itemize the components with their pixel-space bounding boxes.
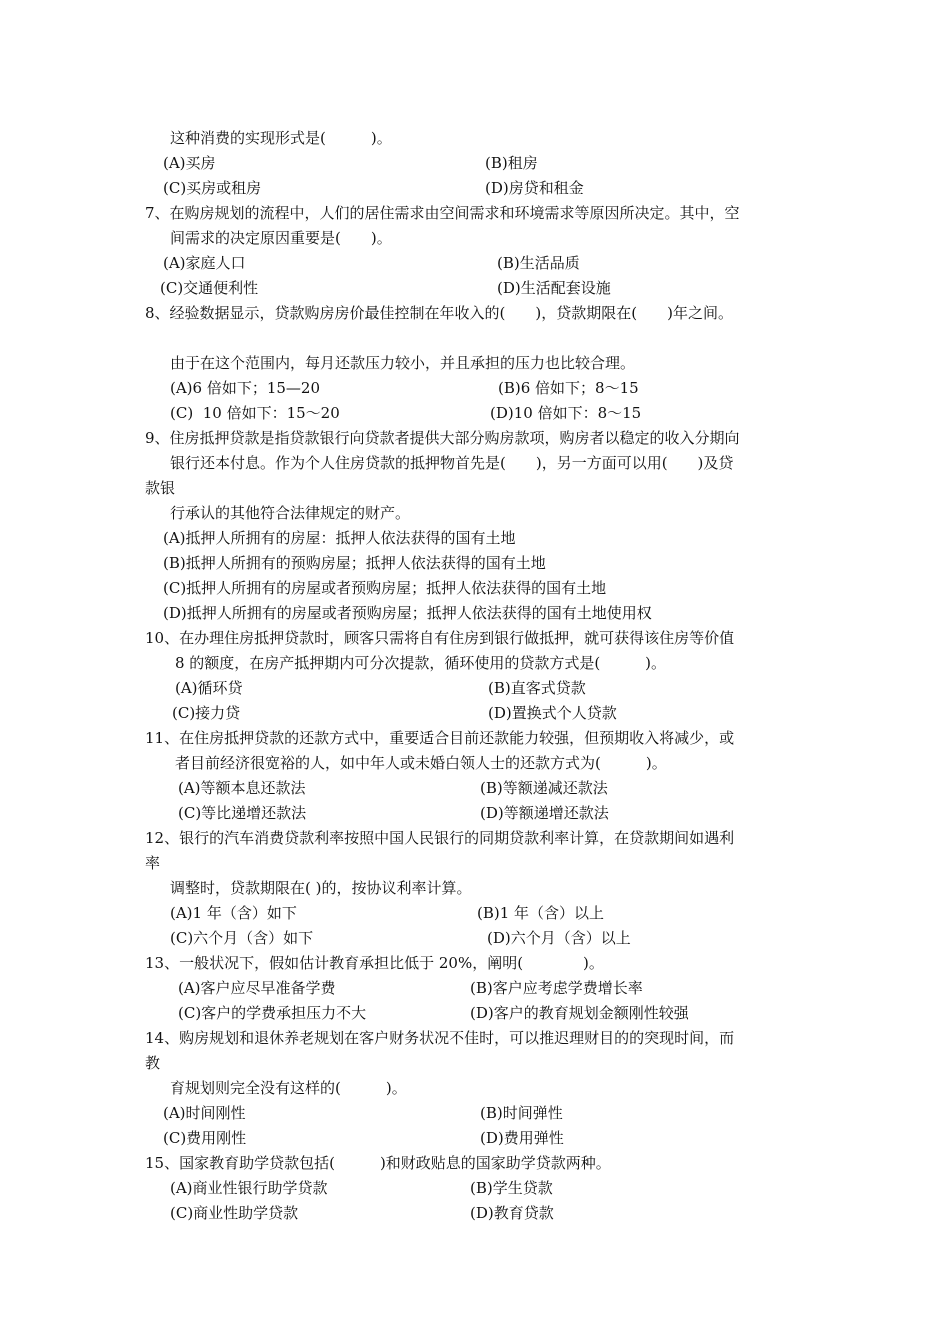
- q7-option-d: (D)生活配套设施: [497, 279, 611, 297]
- q14-stem: 14、购房规划和退休养老规划在客户财务状况不佳时，可以推迟理财目的的突现时间，而: [145, 1029, 735, 1047]
- q13-option-a: (A)客户应尽早准备学费: [178, 979, 336, 997]
- q9-stem-wrap: 款银: [145, 479, 176, 497]
- q8-stem: 8、经验数据显示，贷款购房房价最佳控制在年收入的( )，贷款期限在( )年之间。: [145, 304, 733, 322]
- q14-stem-cont: 育规划则完全没有这样的( )。: [170, 1079, 407, 1097]
- q12-option-d: (D)六个月（含）以上: [487, 929, 631, 947]
- q6-option-c: (C)买房或租房: [163, 179, 262, 197]
- q6-stem-cont: 这种消费的实现形式是( )。: [170, 129, 392, 147]
- q10-option-c: (C)接力贷: [172, 704, 241, 722]
- q15-option-a: (A)商业性银行助学贷款: [170, 1179, 328, 1197]
- q8-option-b: (B)6 倍如下；8～15: [498, 379, 639, 397]
- q14-stem-wrap: 教: [145, 1054, 161, 1072]
- q11-option-b: (B)等额递减还款法: [480, 779, 608, 797]
- q7-stem: 7、在购房规划的流程中，人们的居住需求由空间需求和环境需求等原因所决定。其中，空: [145, 204, 740, 222]
- q15-option-b: (B)学生贷款: [470, 1179, 553, 1197]
- q9-option-b: (B)抵押人所拥有的预购房屋；抵押人依法获得的国有土地: [163, 554, 546, 572]
- q7-option-b: (B)生活品质: [497, 254, 580, 272]
- q9-stem-end: 行承认的其他符合法律规定的财产。: [170, 504, 411, 522]
- q9-stem-cont: 银行还本付息。作为个人住房贷款的抵押物首先是( )，另一方面可以用( )及贷: [170, 454, 734, 472]
- q8-option-a: (A)6 倍如下；15—20: [170, 379, 321, 397]
- q8-option-c: (C) 10 倍如下：15～20: [170, 404, 340, 422]
- q10-stem: 10、在办理住房抵押贷款时，顾客只需将自有住房到银行做抵押，就可获得该住房等价值: [145, 629, 735, 647]
- q11-stem-cont: 者目前经济很宽裕的人，如中年人或未婚白领人士的还款方式为( )。: [175, 754, 667, 772]
- q13-option-c: (C)客户的学费承担压力不大: [178, 1004, 367, 1022]
- q8-stem-cont: 由于在这个范围内，每月还款压力较小，并且承担的压力也比较合理。: [170, 354, 636, 372]
- q12-option-c: (C)六个月（含）如下: [170, 929, 314, 947]
- q14-option-a: (A)时间刚性: [163, 1104, 246, 1122]
- q8-option-d: (D)10 倍如下：8～15: [490, 404, 642, 422]
- q14-option-b: (B)时间弹性: [480, 1104, 563, 1122]
- q11-option-a: (A)等额本息还款法: [178, 779, 306, 797]
- q6-option-b: (B)租房: [485, 154, 538, 172]
- q15-option-c: (C)商业性助学贷款: [170, 1204, 299, 1222]
- q12-stem-wrap: 率: [145, 854, 161, 872]
- q9-option-c: (C)抵押人所拥有的房屋或者预购房屋；抵押人依法获得的国有土地: [163, 579, 607, 597]
- q12-option-a: (A)1 年（含）如下: [170, 904, 297, 922]
- q12-stem: 12、银行的汽车消费贷款利率按照中国人民银行的同期贷款利率计算，在贷款期间如遇利: [145, 829, 735, 847]
- q12-stem-cont: 调整时，贷款期限在( )的，按协议利率计算。: [170, 879, 472, 897]
- q9-option-d: (D)抵押人所拥有的房屋或者预购房屋；抵押人依法获得的国有土地使用权: [163, 604, 652, 622]
- q9-option-a: (A)抵押人所拥有的房屋：抵押人依法获得的国有土地: [163, 529, 516, 547]
- q15-option-d: (D)教育贷款: [470, 1204, 554, 1222]
- q10-option-a: (A)循环贷: [175, 679, 243, 697]
- q14-option-d: (D)费用弹性: [480, 1129, 564, 1147]
- q9-stem: 9、住房抵押贷款是指贷款银行向贷款者提供大部分购房款项，购房者以稳定的收入分期向: [145, 429, 740, 447]
- q10-option-b: (B)直客式贷款: [488, 679, 586, 697]
- q11-stem: 11、在住房抵押贷款的还款方式中，重要适合目前还款能力较强，但预期收入将减少，或: [145, 729, 735, 747]
- q7-option-c: (C)交通便利性: [160, 279, 259, 297]
- q7-stem-cont: 间需求的决定原因重要是( )。: [170, 229, 392, 247]
- q13-stem: 13、一般状况下，假如估计教育承担比低于 20%，阐明( )。: [145, 954, 604, 972]
- q7-option-a: (A)家庭人口: [163, 254, 246, 272]
- q11-option-d: (D)等额递增还款法: [480, 804, 609, 822]
- q6-option-d: (D)房贷和租金: [485, 179, 584, 197]
- q13-option-d: (D)客户的教育规划金额刚性较强: [470, 1004, 689, 1022]
- q15-stem: 15、国家教育助学贷款包括( )和财政贴息的国家助学贷款两种。: [145, 1154, 611, 1172]
- q6-option-a: (A)买房: [163, 154, 216, 172]
- q12-option-b: (B)1 年（含）以上: [477, 904, 605, 922]
- q10-stem-cont: 8 的额度，在房产抵押期内可分次提款，循环使用的贷款方式是( )。: [175, 654, 667, 672]
- q14-option-c: (C)费用刚性: [163, 1129, 247, 1147]
- q11-option-c: (C)等比递增还款法: [178, 804, 307, 822]
- q10-option-d: (D)置换式个人贷款: [488, 704, 617, 722]
- q13-option-b: (B)客户应考虑学费增长率: [470, 979, 643, 997]
